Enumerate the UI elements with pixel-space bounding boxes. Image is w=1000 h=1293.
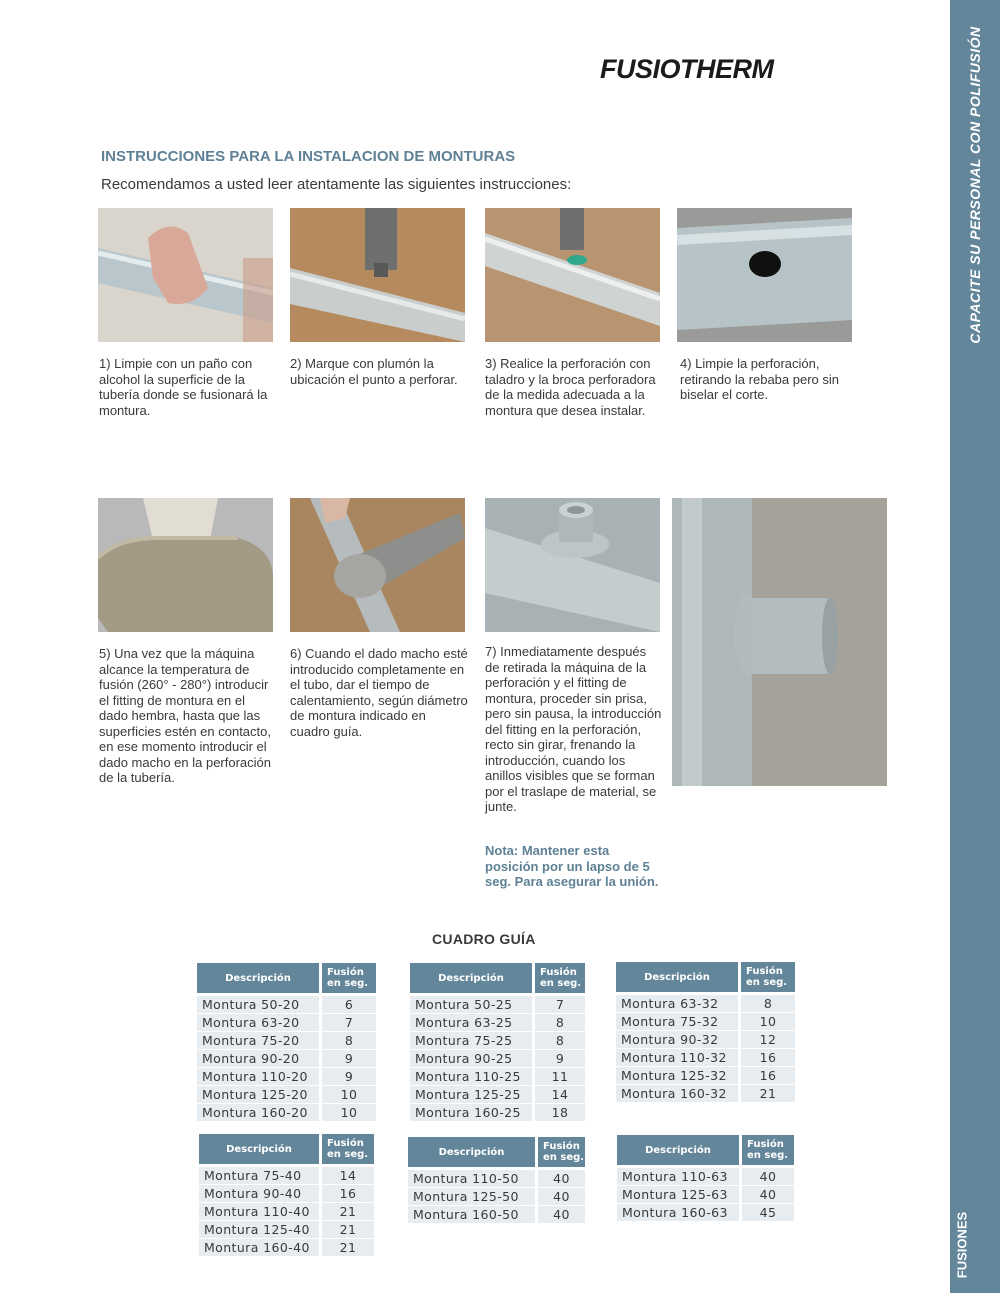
guide-table-40 [199, 1134, 374, 1257]
table-row [617, 1204, 794, 1222]
cell-fusion-seconds: 40 [535, 1188, 585, 1206]
table-row [616, 1013, 795, 1031]
table-row [410, 993, 585, 1014]
photo-step-4 [677, 208, 852, 342]
cell-description: Montura 125-40 [199, 1221, 319, 1239]
photo-step-5 [98, 498, 273, 632]
cell-description: Montura 90-40 [199, 1185, 319, 1203]
step-4-text: 4) Limpie la perforación, retirando la rebaba pero sin biselar el corte. [680, 356, 839, 402]
cell-description: Montura 75-40 [199, 1164, 319, 1185]
step-7-text: 7) Inmediatamente después de retirada la máquina de la perforación y el fitting de montura, proceder sin prisa, pero sin pausa, la introducción del fitting en la perforación, recto sin girar, frenando la introducción, cuando los anillos visibles que se forman por el traslape de material, se junte. [485, 644, 662, 814]
note-text: Nota: Mantener esta posición por un lapso de 5 seg. Para asegurar la unión. [485, 843, 659, 889]
header-fusion [535, 1137, 585, 1167]
cell-fusion-seconds: 21 [738, 1085, 795, 1103]
cell-fusion-seconds: 7 [319, 1014, 376, 1032]
header-fusion-line-1: Fusión [746, 966, 783, 977]
cell-fusion-seconds: 45 [739, 1204, 794, 1222]
cell-description: Montura 110-40 [199, 1203, 319, 1221]
table-row [197, 1068, 376, 1086]
cell-fusion-seconds: 40 [535, 1167, 585, 1188]
cell-fusion-seconds: 40 [535, 1206, 585, 1224]
table-row [617, 1186, 794, 1204]
photo-step-1 [98, 208, 273, 342]
cell-description: Montura 125-20 [197, 1086, 319, 1104]
side-slogan-text: CAPACITE SU PERSONAL CON POLIFUSIÓN [967, 26, 983, 344]
header-description: Descripción [616, 962, 738, 992]
table-row [616, 1049, 795, 1067]
cell-fusion-seconds: 6 [319, 993, 376, 1014]
table-row [616, 1067, 795, 1085]
page-subtitle: Recomendamos a usted leer atentamente las siguientes instrucciones: [101, 176, 572, 193]
table-header-row [410, 963, 585, 993]
guide-table-20 [197, 963, 376, 1122]
cell-fusion-seconds: 14 [319, 1164, 374, 1185]
table-row [199, 1203, 374, 1221]
cell-description: Montura 110-32 [616, 1049, 738, 1067]
table-row [410, 1032, 585, 1050]
table-row [410, 1014, 585, 1032]
cell-fusion-seconds: 18 [532, 1104, 585, 1122]
photo-step-7 [485, 498, 660, 632]
cell-description: Montura 75-32 [616, 1013, 738, 1031]
cell-fusion-seconds: 9 [532, 1050, 585, 1068]
table-row [616, 1085, 795, 1103]
table-row [410, 1050, 585, 1068]
cell-fusion-seconds: 10 [738, 1013, 795, 1031]
cell-fusion-seconds: 21 [319, 1203, 374, 1221]
cell-fusion-seconds: 16 [738, 1049, 795, 1067]
header-fusion [739, 1135, 794, 1165]
cell-fusion-seconds: 8 [532, 1014, 585, 1032]
guide-table-50 [408, 1137, 585, 1224]
header-fusion-line-1: Fusión [327, 1138, 364, 1149]
header-description: Descripción [199, 1134, 319, 1164]
cell-description: Montura 110-20 [197, 1068, 319, 1086]
header-fusion [532, 963, 585, 993]
header-fusion-line-2: en seg. [543, 1152, 585, 1163]
photo-step-3 [485, 208, 660, 342]
side-slogan [950, 0, 1000, 360]
cell-description: Montura 90-32 [616, 1031, 738, 1049]
cell-description: Montura 110-50 [408, 1167, 535, 1188]
cell-description: Montura 160-20 [197, 1104, 319, 1122]
step-6-text: 6) Cuando el dado macho esté introducido completamente en el tubo, dar el tiempo de calentamiento, según diámetro de montura indicado en cuadro guía. [290, 646, 468, 739]
cell-description: Montura 63-25 [410, 1014, 532, 1032]
table-row [410, 1086, 585, 1104]
cell-description: Montura 50-20 [197, 993, 319, 1014]
photo-step-2 [290, 208, 465, 342]
guide-table-63 [617, 1135, 794, 1222]
cell-description: Montura 110-63 [617, 1165, 739, 1186]
cell-description: Montura 110-25 [410, 1068, 532, 1086]
table-row [197, 1014, 376, 1032]
table-row [408, 1167, 585, 1188]
table-row [616, 992, 795, 1013]
header-fusion-line-2: en seg. [747, 1150, 789, 1161]
side-section-text: FUSIONES [954, 1211, 970, 1279]
cell-fusion-seconds: 8 [532, 1032, 585, 1050]
cell-description: Montura 90-25 [410, 1050, 532, 1068]
header-fusion-line-1: Fusión [540, 967, 577, 978]
cell-description: Montura 125-63 [617, 1186, 739, 1204]
table-header-row [199, 1134, 374, 1164]
table-row [199, 1185, 374, 1203]
table-row [408, 1188, 585, 1206]
cell-description: Montura 160-25 [410, 1104, 532, 1122]
step-5-text: 5) Una vez que la máquina alcance la temperatura de fusión (260° - 280°) introducir el fitting de montura en el dado hembra, hasta que las superficies estén en contacto, en ese momento introducir el dado macho en la perforación de la tubería. [99, 646, 272, 785]
cell-description: Montura 125-32 [616, 1067, 738, 1085]
header-fusion-line-2: en seg. [327, 978, 369, 989]
header-description: Descripción [617, 1135, 739, 1165]
header-fusion-line-1: Fusión [747, 1139, 784, 1150]
brand-logo: FUSIOTHERM [600, 54, 774, 84]
table-row [199, 1164, 374, 1185]
table-row [617, 1165, 794, 1186]
header-fusion [319, 1134, 374, 1164]
photo-step-6 [290, 498, 465, 632]
header-fusion-line-1: Fusión [543, 1141, 580, 1152]
table-row [197, 1104, 376, 1122]
cell-fusion-seconds: 10 [319, 1086, 376, 1104]
cell-fusion-seconds: 8 [738, 992, 795, 1013]
cell-description: Montura 160-50 [408, 1206, 535, 1224]
cell-description: Montura 50-25 [410, 993, 532, 1014]
cell-description: Montura 125-25 [410, 1086, 532, 1104]
header-fusion-line-2: en seg. [327, 1149, 369, 1160]
table-row [197, 1050, 376, 1068]
cell-fusion-seconds: 40 [739, 1186, 794, 1204]
page-title: INSTRUCCIONES PARA LA INSTALACION DE MONTURAS [101, 148, 516, 165]
cell-description: Montura 63-20 [197, 1014, 319, 1032]
header-description: Descripción [197, 963, 319, 993]
cell-fusion-seconds: 16 [738, 1067, 795, 1085]
cell-fusion-seconds: 21 [319, 1221, 374, 1239]
table-header-row [616, 962, 795, 992]
table-row [199, 1239, 374, 1257]
cell-fusion-seconds: 16 [319, 1185, 374, 1203]
step-2-text: 2) Marque con plumón la ubicación el punto a perforar. [290, 356, 458, 387]
guide-table-32 [616, 962, 795, 1103]
table-row [199, 1221, 374, 1239]
cell-fusion-seconds: 21 [319, 1239, 374, 1257]
cell-description: Montura 75-20 [197, 1032, 319, 1050]
cell-fusion-seconds: 10 [319, 1104, 376, 1122]
header-description: Descripción [410, 963, 532, 993]
cell-fusion-seconds: 7 [532, 993, 585, 1014]
cell-description: Montura 90-20 [197, 1050, 319, 1068]
cell-fusion-seconds: 8 [319, 1032, 376, 1050]
header-fusion-line-2: en seg. [746, 977, 788, 988]
table-row [408, 1206, 585, 1224]
guide-table-25 [410, 963, 585, 1122]
table-header-row [408, 1137, 585, 1167]
header-fusion-line-2: en seg. [540, 978, 582, 989]
cell-fusion-seconds: 40 [739, 1165, 794, 1186]
cell-description: Montura 160-63 [617, 1204, 739, 1222]
table-row [616, 1031, 795, 1049]
step-3-text: 3) Realice la perforación con taladro y la broca perforadora de la medida adecuada a la montura que desea instalar. [485, 356, 656, 418]
header-fusion [319, 963, 376, 993]
cell-fusion-seconds: 14 [532, 1086, 585, 1104]
header-description: Descripción [408, 1137, 535, 1167]
table-row [197, 993, 376, 1014]
cell-fusion-seconds: 9 [319, 1050, 376, 1068]
cell-description: Montura 75-25 [410, 1032, 532, 1050]
header-fusion-line-1: Fusión [327, 967, 364, 978]
table-header-row [617, 1135, 794, 1165]
table-row [197, 1086, 376, 1104]
cell-fusion-seconds: 12 [738, 1031, 795, 1049]
table-header-row [197, 963, 376, 993]
header-fusion [738, 962, 795, 992]
cell-fusion-seconds: 9 [319, 1068, 376, 1086]
step-1-text: 1) Limpie con un paño con alcohol la superficie de la tubería donde se fusionará la montura. [99, 356, 268, 418]
cell-description: Montura 160-40 [199, 1239, 319, 1257]
table-row [410, 1104, 585, 1122]
cell-description: Montura 160-32 [616, 1085, 738, 1103]
table-row [197, 1032, 376, 1050]
cell-description: Montura 125-50 [408, 1188, 535, 1206]
side-section [950, 1200, 1000, 1290]
guide-title: CUADRO GUÍA [432, 931, 536, 947]
table-row [410, 1068, 585, 1086]
cell-description: Montura 63-32 [616, 992, 738, 1013]
photo-finished-saddle [672, 498, 887, 786]
cell-fusion-seconds: 11 [532, 1068, 585, 1086]
